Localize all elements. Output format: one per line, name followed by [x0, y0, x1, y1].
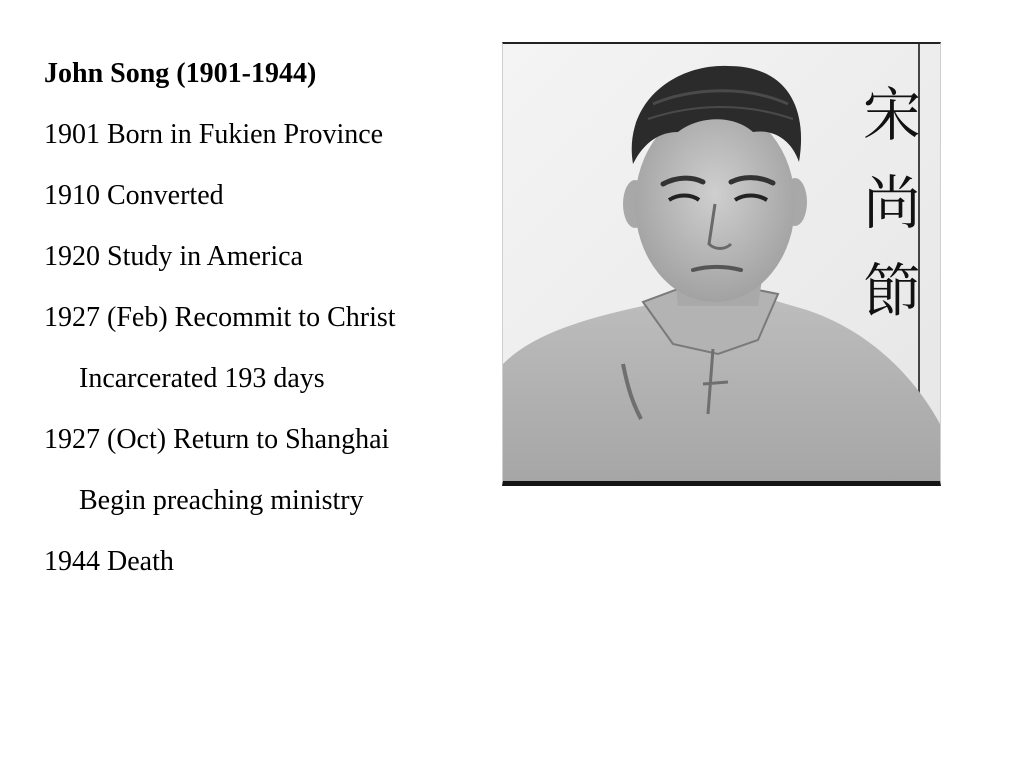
calligraphy-signature: 宋尚節 [853, 84, 921, 348]
timeline-item: 1901 Born in Fukien Province [44, 119, 384, 150]
timeline-subitem: Begin preaching ministry [79, 485, 364, 516]
timeline-item: 1910 Converted [44, 180, 224, 211]
timeline-text [44, 58, 474, 607]
timeline-item: 1920 Study in America [44, 241, 303, 272]
timeline-item: 1927 (Feb) Recommit to Christ [44, 302, 396, 333]
portrait-photo [502, 42, 941, 486]
timeline-item: 1927 (Oct) Return to Shanghai [44, 424, 390, 455]
portrait-illustration [503, 44, 940, 481]
timeline-item: 1944 Death [44, 546, 174, 577]
slide-title: John Song (1901-1944) [44, 58, 317, 89]
timeline-subitem: Incarcerated 193 days [79, 363, 325, 394]
